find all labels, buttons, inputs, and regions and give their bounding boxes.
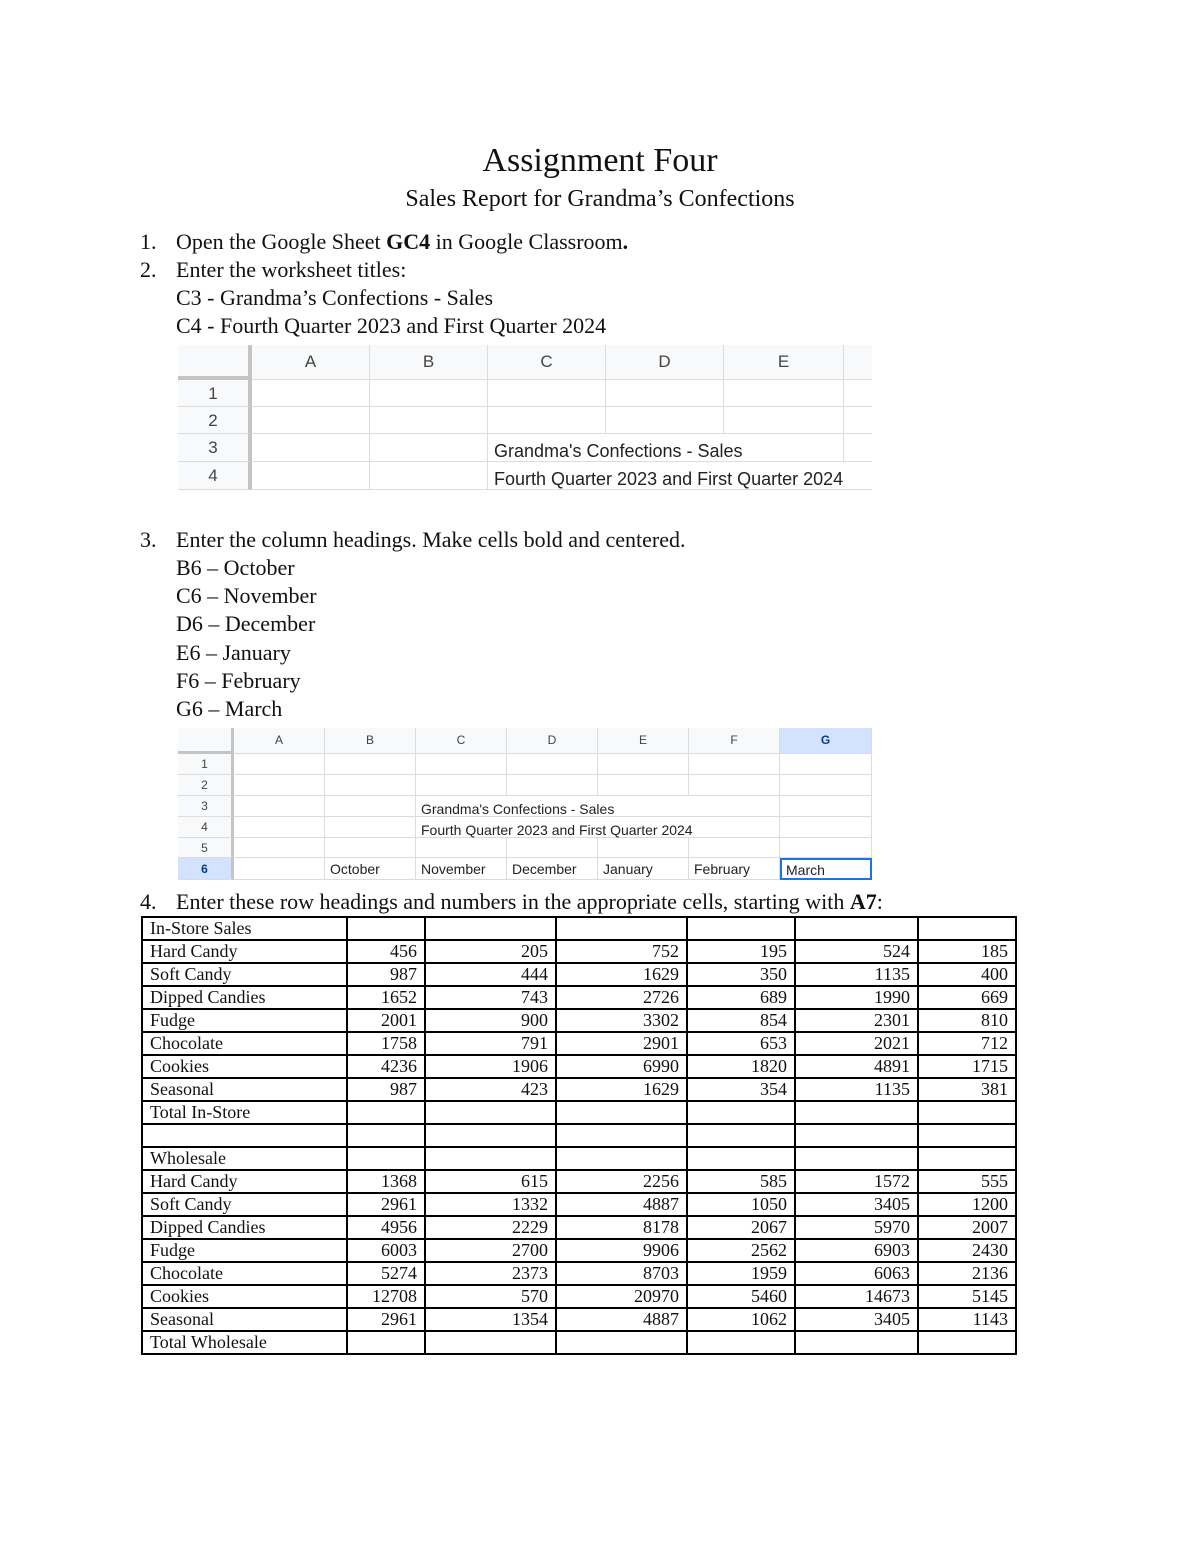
sheet1-cell bbox=[844, 434, 872, 462]
value-cell: 2021 bbox=[795, 1032, 918, 1055]
sheet1-cell bbox=[370, 462, 488, 490]
sheet2-cell bbox=[234, 775, 325, 796]
sheet1-cell bbox=[370, 380, 488, 407]
value-cell: 1629 bbox=[556, 1078, 687, 1101]
sheet1-row-4: 4 bbox=[178, 462, 252, 490]
table-row bbox=[142, 1147, 1016, 1170]
step-3-line-b6: B6 – October bbox=[176, 555, 295, 580]
value-cell: 1354 bbox=[425, 1308, 556, 1331]
value-cell: 5970 bbox=[795, 1216, 918, 1239]
value-cell: 350 bbox=[687, 963, 795, 986]
value-cell: 2229 bbox=[425, 1216, 556, 1239]
row-label-cell: Chocolate bbox=[142, 1032, 347, 1055]
step-1-period: . bbox=[622, 229, 629, 254]
sheet-screenshot-headings bbox=[178, 728, 872, 880]
value-cell: 6003 bbox=[347, 1239, 425, 1262]
step-1-mid: in Google Classroom bbox=[430, 229, 623, 254]
value-cell: 791 bbox=[425, 1032, 556, 1055]
value-cell bbox=[918, 1124, 1016, 1147]
sheet2-a6 bbox=[234, 858, 325, 880]
value-cell: 669 bbox=[918, 986, 1016, 1009]
value-cell: 6063 bbox=[795, 1262, 918, 1285]
row-label-cell: Total In-Store bbox=[142, 1101, 347, 1124]
step-3-line-e6: E6 – January bbox=[176, 640, 291, 665]
value-cell: 6990 bbox=[556, 1055, 687, 1078]
value-cell: 14673 bbox=[795, 1285, 918, 1308]
row-label-cell: Chocolate bbox=[142, 1262, 347, 1285]
sheet2-row-3: 3 bbox=[178, 796, 234, 817]
value-cell: 555 bbox=[918, 1170, 1016, 1193]
step-3-line-g6: G6 – March bbox=[176, 696, 283, 721]
sheet2-c6-november: November bbox=[416, 858, 507, 880]
table-row bbox=[142, 1331, 1016, 1354]
value-cell bbox=[795, 1147, 918, 1170]
value-cell bbox=[347, 1331, 425, 1354]
sheet2-col-g-selected: G bbox=[780, 728, 872, 754]
sheet2-row-1: 1 bbox=[178, 754, 234, 775]
sheet2-row-6-selected: 6 bbox=[178, 858, 234, 880]
sheet2-col-f: F bbox=[689, 728, 780, 754]
sheet2-cell bbox=[507, 754, 598, 775]
sheet2-cell bbox=[598, 775, 689, 796]
sheet2-col-a: A bbox=[234, 728, 325, 754]
value-cell: 5460 bbox=[687, 1285, 795, 1308]
row-label-cell: Fudge bbox=[142, 1009, 347, 1032]
table-row bbox=[142, 1193, 1016, 1216]
table-row bbox=[142, 1285, 1016, 1308]
sheet2-cell bbox=[689, 754, 780, 775]
sheet1-cell bbox=[844, 380, 872, 407]
sheet2-cell bbox=[780, 754, 872, 775]
step-2-number: 2. bbox=[140, 257, 157, 282]
value-cell: 185 bbox=[918, 940, 1016, 963]
value-cell: 456 bbox=[347, 940, 425, 963]
value-cell bbox=[795, 917, 918, 940]
sheet1-col-a: A bbox=[252, 345, 370, 380]
row-label-cell: Dipped Candies bbox=[142, 1216, 347, 1239]
value-cell: 810 bbox=[918, 1009, 1016, 1032]
step-4-colon: : bbox=[876, 889, 883, 914]
value-cell bbox=[425, 1331, 556, 1354]
value-cell: 987 bbox=[347, 963, 425, 986]
sheet2-cell bbox=[325, 796, 416, 817]
value-cell: 381 bbox=[918, 1078, 1016, 1101]
step-3-line-f6: F6 – February bbox=[176, 668, 301, 693]
value-cell bbox=[425, 1101, 556, 1124]
sheet2-col-d: D bbox=[507, 728, 598, 754]
value-cell: 1368 bbox=[347, 1170, 425, 1193]
value-cell: 4956 bbox=[347, 1216, 425, 1239]
sheet1-cell bbox=[724, 380, 844, 407]
sheet2-row-2: 2 bbox=[178, 775, 234, 796]
sheet1-cell bbox=[606, 380, 724, 407]
sheet1-cell bbox=[252, 380, 370, 407]
sheet2-row-4: 4 bbox=[178, 817, 234, 838]
table-row bbox=[142, 1216, 1016, 1239]
sheet2-cell bbox=[507, 775, 598, 796]
value-cell: 2301 bbox=[795, 1009, 918, 1032]
value-cell: 1758 bbox=[347, 1032, 425, 1055]
sheet1-cell bbox=[606, 407, 724, 434]
row-label-cell: Soft Candy bbox=[142, 1193, 347, 1216]
sheet2-corner bbox=[178, 728, 234, 754]
step-3-text: Enter the column headings. Make cells bold and centered. bbox=[176, 527, 686, 552]
step-4-number: 4. bbox=[140, 889, 157, 914]
sheet2-e6-january: January bbox=[598, 858, 689, 880]
value-cell bbox=[425, 1147, 556, 1170]
value-cell: 8178 bbox=[556, 1216, 687, 1239]
value-cell: 1135 bbox=[795, 963, 918, 986]
sheet2-cell bbox=[780, 796, 872, 817]
sheet1-row-1: 1 bbox=[178, 380, 252, 407]
value-cell: 2562 bbox=[687, 1239, 795, 1262]
step-4-text bbox=[176, 888, 883, 916]
table-row bbox=[142, 1262, 1016, 1285]
sheet2-cell bbox=[416, 754, 507, 775]
sheet1-row-3: 3 bbox=[178, 434, 252, 462]
sheet2-cell bbox=[598, 754, 689, 775]
value-cell: 444 bbox=[425, 963, 556, 986]
value-cell bbox=[795, 1124, 918, 1147]
value-cell: 570 bbox=[425, 1285, 556, 1308]
sheet2-col-e: E bbox=[598, 728, 689, 754]
row-label-cell: Soft Candy bbox=[142, 963, 347, 986]
value-cell bbox=[347, 917, 425, 940]
sheet2-cell bbox=[325, 838, 416, 858]
sheet1-cell bbox=[252, 462, 370, 490]
sheet1-corner bbox=[178, 345, 252, 380]
value-cell: 524 bbox=[795, 940, 918, 963]
table-row bbox=[142, 1009, 1016, 1032]
value-cell: 2256 bbox=[556, 1170, 687, 1193]
table-row bbox=[142, 1032, 1016, 1055]
sheet2-f6-february: February bbox=[689, 858, 780, 880]
value-cell bbox=[425, 1124, 556, 1147]
table-row bbox=[142, 1170, 1016, 1193]
row-label-cell: Seasonal bbox=[142, 1078, 347, 1101]
value-cell: 4887 bbox=[556, 1308, 687, 1331]
value-cell: 854 bbox=[687, 1009, 795, 1032]
value-cell: 2901 bbox=[556, 1032, 687, 1055]
page-subtitle: Sales Report for Grandma’s Confections bbox=[405, 186, 795, 212]
table-row bbox=[142, 940, 1016, 963]
table-row bbox=[142, 1239, 1016, 1262]
value-cell: 205 bbox=[425, 940, 556, 963]
value-cell: 8703 bbox=[556, 1262, 687, 1285]
value-cell: 1959 bbox=[687, 1262, 795, 1285]
value-cell bbox=[556, 917, 687, 940]
value-cell: 1820 bbox=[687, 1055, 795, 1078]
value-cell: 20970 bbox=[556, 1285, 687, 1308]
value-cell: 2726 bbox=[556, 986, 687, 1009]
row-label-cell: Dipped Candies bbox=[142, 986, 347, 1009]
value-cell bbox=[556, 1124, 687, 1147]
value-cell: 2067 bbox=[687, 1216, 795, 1239]
value-cell: 4236 bbox=[347, 1055, 425, 1078]
value-cell: 3302 bbox=[556, 1009, 687, 1032]
value-cell: 3405 bbox=[795, 1193, 918, 1216]
table-row bbox=[142, 1124, 1016, 1147]
value-cell bbox=[347, 1124, 425, 1147]
value-cell bbox=[687, 1147, 795, 1170]
value-cell: 1135 bbox=[795, 1078, 918, 1101]
sheet2-b6-october: October bbox=[325, 858, 416, 880]
value-cell bbox=[918, 917, 1016, 940]
value-cell: 1572 bbox=[795, 1170, 918, 1193]
value-cell: 2001 bbox=[347, 1009, 425, 1032]
sheet2-cell bbox=[689, 775, 780, 796]
step-4-pre: Enter these row headings and numbers in the appropriate cells, starting with bbox=[176, 889, 850, 914]
step-2-text: Enter the worksheet titles: bbox=[176, 257, 407, 282]
value-cell bbox=[918, 1331, 1016, 1354]
value-cell: 6903 bbox=[795, 1239, 918, 1262]
value-cell: 987 bbox=[347, 1078, 425, 1101]
value-cell: 4887 bbox=[556, 1193, 687, 1216]
table-row bbox=[142, 1308, 1016, 1331]
sheet1-c4-value: Fourth Quarter 2023 and First Quarter 2024 bbox=[494, 469, 844, 489]
sheet2-cell bbox=[234, 838, 325, 858]
value-cell bbox=[687, 1101, 795, 1124]
value-cell: 1050 bbox=[687, 1193, 795, 1216]
sheet2-cell bbox=[780, 817, 872, 838]
sheet2-cell bbox=[234, 817, 325, 838]
sheet2-c3-value: Grandma's Confections - Sales bbox=[421, 801, 615, 817]
value-cell: 712 bbox=[918, 1032, 1016, 1055]
sheet2-cell bbox=[598, 838, 689, 858]
sheet1-col-d: D bbox=[606, 345, 724, 380]
value-cell: 615 bbox=[425, 1170, 556, 1193]
value-cell: 1200 bbox=[918, 1193, 1016, 1216]
value-cell bbox=[347, 1101, 425, 1124]
sheet1-cell bbox=[724, 407, 844, 434]
value-cell: 585 bbox=[687, 1170, 795, 1193]
row-label-cell: Hard Candy bbox=[142, 940, 347, 963]
value-cell: 354 bbox=[687, 1078, 795, 1101]
sheet2-cell bbox=[325, 775, 416, 796]
value-cell: 1143 bbox=[918, 1308, 1016, 1331]
value-cell: 12708 bbox=[347, 1285, 425, 1308]
value-cell bbox=[556, 1147, 687, 1170]
row-label-cell: Hard Candy bbox=[142, 1170, 347, 1193]
row-label-cell: Cookies bbox=[142, 1055, 347, 1078]
value-cell bbox=[556, 1101, 687, 1124]
value-cell: 1906 bbox=[425, 1055, 556, 1078]
value-cell: 743 bbox=[425, 986, 556, 1009]
sheet2-c4-value: Fourth Quarter 2023 and First Quarter 2024 bbox=[421, 822, 693, 838]
table-row bbox=[142, 963, 1016, 986]
value-cell: 900 bbox=[425, 1009, 556, 1032]
value-cell: 1629 bbox=[556, 963, 687, 986]
sheet1-col-e: E bbox=[724, 345, 844, 380]
sheet2-cell bbox=[780, 775, 872, 796]
sheet1-cell bbox=[844, 407, 872, 434]
value-cell bbox=[687, 917, 795, 940]
sheet2-d6-december: December bbox=[507, 858, 598, 880]
table-row bbox=[142, 986, 1016, 1009]
row-label-cell: Seasonal bbox=[142, 1308, 347, 1331]
sheet1-col-b: B bbox=[370, 345, 488, 380]
value-cell: 2961 bbox=[347, 1308, 425, 1331]
sheet2-cell bbox=[234, 796, 325, 817]
value-cell bbox=[556, 1331, 687, 1354]
value-cell: 653 bbox=[687, 1032, 795, 1055]
page-title: Assignment Four bbox=[482, 142, 718, 179]
value-cell: 1062 bbox=[687, 1308, 795, 1331]
step-2-line-c4: C4 - Fourth Quarter 2023 and First Quarter 2024 bbox=[176, 313, 607, 338]
sheet2-cell bbox=[234, 754, 325, 775]
sheet1-cell bbox=[252, 434, 370, 462]
value-cell bbox=[795, 1331, 918, 1354]
value-cell: 5145 bbox=[918, 1285, 1016, 1308]
value-cell: 689 bbox=[687, 986, 795, 1009]
value-cell bbox=[687, 1331, 795, 1354]
row-label-cell: Cookies bbox=[142, 1285, 347, 1308]
value-cell bbox=[795, 1101, 918, 1124]
value-cell bbox=[918, 1147, 1016, 1170]
sheet2-row-5: 5 bbox=[178, 838, 234, 858]
row-label-cell: Total Wholesale bbox=[142, 1331, 347, 1354]
value-cell: 2373 bbox=[425, 1262, 556, 1285]
value-cell: 1715 bbox=[918, 1055, 1016, 1078]
value-cell: 400 bbox=[918, 963, 1016, 986]
sheet2-cell bbox=[689, 838, 780, 858]
value-cell: 2961 bbox=[347, 1193, 425, 1216]
value-cell: 2430 bbox=[918, 1239, 1016, 1262]
sheet1-cell bbox=[370, 434, 488, 462]
value-cell: 3405 bbox=[795, 1308, 918, 1331]
value-cell: 5274 bbox=[347, 1262, 425, 1285]
step-2-line-c3: C3 - Grandma’s Confections - Sales bbox=[176, 285, 494, 310]
step-3-line-d6: D6 – December bbox=[176, 611, 316, 636]
row-label-cell: Fudge bbox=[142, 1239, 347, 1262]
sheet1-c3-value: Grandma's Confections - Sales bbox=[494, 441, 743, 461]
value-cell bbox=[687, 1124, 795, 1147]
sheet1-col-c: C bbox=[488, 345, 606, 380]
table-row bbox=[142, 917, 1016, 940]
step-4-start-cell: A7 bbox=[849, 889, 877, 914]
value-cell: 752 bbox=[556, 940, 687, 963]
sheet2-cell bbox=[416, 775, 507, 796]
sheet2-cell bbox=[325, 817, 416, 838]
step-1-number: 1. bbox=[140, 229, 157, 254]
sheet2-cell bbox=[780, 838, 872, 858]
row-label-cell bbox=[142, 1124, 347, 1147]
value-cell: 2136 bbox=[918, 1262, 1016, 1285]
value-cell: 1332 bbox=[425, 1193, 556, 1216]
row-label-cell: In-Store Sales bbox=[142, 917, 347, 940]
sheet2-col-c: C bbox=[416, 728, 507, 754]
sheet2-g6-march-selected: March bbox=[780, 858, 872, 880]
value-cell: 2700 bbox=[425, 1239, 556, 1262]
value-cell: 2007 bbox=[918, 1216, 1016, 1239]
value-cell: 195 bbox=[687, 940, 795, 963]
sheet1-row-2: 2 bbox=[178, 407, 252, 434]
sheet2-cell bbox=[416, 838, 507, 858]
value-cell bbox=[918, 1101, 1016, 1124]
value-cell: 1652 bbox=[347, 986, 425, 1009]
sheet2-col-b: B bbox=[325, 728, 416, 754]
table-row bbox=[142, 1078, 1016, 1101]
sheet1-col-f-partial bbox=[844, 345, 872, 380]
table-row bbox=[142, 1101, 1016, 1124]
step-1-sheet-name: GC4 bbox=[386, 229, 431, 254]
table-row bbox=[142, 1055, 1016, 1078]
sheet1-cell bbox=[488, 380, 606, 407]
value-cell: 423 bbox=[425, 1078, 556, 1101]
sheet-screenshot-titles bbox=[178, 345, 872, 490]
value-cell bbox=[347, 1147, 425, 1170]
value-cell: 9906 bbox=[556, 1239, 687, 1262]
value-cell: 4891 bbox=[795, 1055, 918, 1078]
value-cell: 1990 bbox=[795, 986, 918, 1009]
value-cell bbox=[425, 917, 556, 940]
sheet1-cell bbox=[252, 407, 370, 434]
row-label-cell: Wholesale bbox=[142, 1147, 347, 1170]
sales-data-table bbox=[141, 916, 1017, 1355]
sheet2-cell bbox=[507, 838, 598, 858]
step-3-number: 3. bbox=[140, 527, 157, 552]
sheet1-cell bbox=[370, 407, 488, 434]
step-1-text bbox=[176, 228, 628, 256]
step-1-pre: Open the Google Sheet bbox=[176, 229, 387, 254]
step-3-line-c6: C6 – November bbox=[176, 583, 317, 608]
sheet1-cell bbox=[488, 407, 606, 434]
sheet2-cell bbox=[325, 754, 416, 775]
